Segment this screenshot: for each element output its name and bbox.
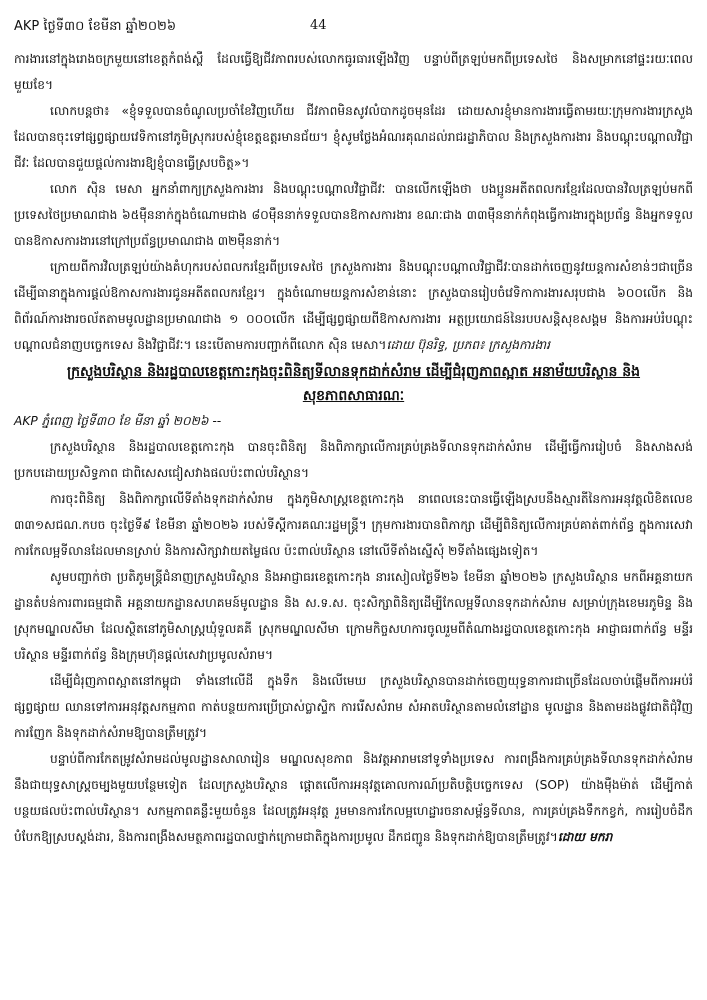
article-body bbox=[14, 46, 693, 850]
story2-paragraph bbox=[14, 746, 693, 850]
story2-endnote: ដោយ មករា bbox=[557, 830, 613, 844]
story1-last-paragraph-text: ក្រោយពីការវិលត្រឡប់យ៉ាងគំហុករបស់ពលករខ្មែរពីប្រទេសថៃ ក្រសួងការងារ និងបណ្ដុះបណ្ដាលវិជ្ជាជីវៈបានដាក់ចេញនូវយន្តការសំខាន់ៗជាច្រើន ដើម្បីធានាក្នុងការផ្ដល់ឱកាសការងារជូនអតីតពលករខ្មែរ។ ក្នុងចំណោមយន្តការសំខាន់នោះ ក្រសួងបានរៀបចំវេទិកាការងារសរុបជាង ៦០០លើក និងពិព័រណ៍ការងារចល័តតាមមូលដ្ឋានប្រមាណជាង ១ ០០០លើក ដើម្បីផ្សព្វផ្សាយពីឱកាសការងារ អត្ថប្រយោជន៍នៃរបបសន្តិសុខសង្គម និងការអប់រំបណ្ដុះបណ្ដាលជំនាញបច្ចេកទេស និងវិជ្ជាជីវៈ។ នេះបើតាមការបញ្ជាក់ពីលោក ស៊ិន មេសា។ bbox=[14, 260, 693, 352]
story2-headline-text: ក្រសួងបរិស្ថាន និងរដ្ឋបាលខេត្តកោះកុងចុះពិនិត្យទីលានទុកដាក់សំរាម ដើម្បីជំរុញភាពស្អាត អនាម័យបរិស្ថាន និង សុខភាពសាធារណៈ bbox=[66, 364, 641, 404]
story2-last-paragraph-text: បន្ទាប់ពីការកែតម្រូវសំរាមដល់មូលដ្ឋានសាលារៀន មណ្ឌលសុខភាព និងវត្តអារាមនៅទូទាំងប្រទេស ការពង្រឹងការគ្រប់គ្រងទីលានទុកដាក់សំរាម នឹងជាយុទ្ធសាស្ត្រចម្បងមួយបន្ថែមទៀត ដែលក្រសួងបរិស្ថាន ផ្ដោតលើការអនុវត្តគោលការណ៍ប្រតិបត្តិបច្ចេកទេស (SOP) យ៉ាងម៉ឺងម៉ាត់ ដើម្បីកាត់បន្ថយផលប៉ះពាល់បរិស្ថាន។ សកម្មភាពគន្លឹះមួយចំនួន ដែលត្រូវអនុវត្ត រួមមានការកែលម្អហេដ្ឋារចនាសម្ព័ន្ធទីលាន, ការគ្រប់គ្រងទឹកកខ្វក់, ការរៀបចំដឹកបំបែកឱ្យស្របស្ដង់ដារ, និងការពង្រឹងសមត្ថភាពរដ្ឋបាលថ្នាក់ក្រោមជាតិក្នុងការប្រមូល ដឹកជញ្ជូន និងទុកដាក់ឱ្យបានត្រឹមត្រូវ។ bbox=[14, 752, 693, 844]
story2-paragraph: ការចុះពិនិត្យ និងពិភាក្សាលើទីតាំងទុកដាក់សំរាម ក្នុងភូមិសាស្ត្រខេត្តកោះកុង នាពេលនេះបានធ្វើឡើងស្របនឹងស្មារតីនៃការអនុវត្តលិខិតលេខ ៣៣១សជណ.កបច ចុះថ្ងៃទី៩ ខែមីនា ឆ្នាំ២០២៦ របស់ទីស្ដីការគណៈរដ្ឋមន្ត្រី។ ក្រុមការងារបានពិភាក្សា ដើម្បីពិនិត្យលើការគ្រប់គាត់ពាក់ព័ន្ធ ក្នុងការសេវាការកែលម្អទីលានដែលមានស្រាប់ និងការសិក្សាវាយតម្លៃផល ប៉ះពាល់បរិស្ថាន នៅលើទីតាំងស្នើសុំ ២ទីតាំងផ្សេងទៀត។ bbox=[14, 492, 693, 558]
story2-headline bbox=[54, 360, 653, 408]
header-dateline: AKP ថ្ងៃទី៣០ ខែមីនា ឆ្នាំ២០២៦ bbox=[14, 19, 177, 34]
page-header bbox=[14, 18, 693, 40]
story2-paragraph: សូមបញ្ជាក់ថា ប្រតិភូមន្ត្រីជំនាញក្រសួងបរិស្ថាន និងអាជ្ញាធរខេត្តកោះកុង នារសៀលថ្ងៃទី២៦ ខែមីនា ឆ្នាំ២០២៦ ក្រសួងបរិស្ថាន មកពីអគ្គនាយកដ្ឋានតំបន់ការពារធម្មជាតិ អគ្គនាយកដ្ឋានសហគមន៍មូលដ្ឋាន និង ស.ទ.ស. ចុះសិក្សាពិនិត្យដើម្បីកែលម្អទីលានទុកដាក់សំរាម សម្រាប់ក្រុងខេមរភូមិន្ទ និងស្រុកមណ្ឌលសីមា ដែលស្ថិតនៅភូមិសាស្ត្រឃុំទួលគគី ស្រុកមណ្ឌលសីមា ក្រោមកិច្ចសហការចូលរួមពីតំណាងរដ្ឋបាលខេត្តកោះកុង អាជ្ញាធរពាក់ព័ន្ធ មន្ទីរបរិស្ថាន មន្ទីរពាក់ព័ន្ធ និងក្រុមហ៊ុនផ្ដល់សេវាប្រមូលសំរាម។ bbox=[14, 570, 694, 662]
page-number: 44 bbox=[310, 18, 327, 33]
story1-paragraph: ការងារនៅក្នុងរោងចក្រមួយនៅខេត្តកំពង់ស្ពឺ ដែលធ្វើឱ្យជីវភាពរបស់លោកធូរធារឡើងវិញ បន្ទាប់ពីត្រឡប់មកពីប្រទេសថៃ និងសម្រាកនៅផ្ទះរយៈពេលមួយខែ។ bbox=[14, 52, 693, 92]
story2-paragraph: ដើម្បីជំរុញភាពស្អាតនៅកម្ពុជា ទាំងនៅលើដី ក្នុងទឹក និងលើមេឃ ក្រសួងបរិស្ថានបានដាក់ចេញយុទ្ធនាការជាច្រើនដែលចាប់ផ្ដើមពីការអប់រំផ្សព្វផ្សាយ ឈានទៅការអនុវត្តសកម្មភាព កាត់បន្ថយការប្រើប្រាស់ប្លាស្ទិក ការរើសសំរាម សំអាតបរិស្ថានតាមលំនៅដ្ឋាន មូលដ្ឋាន និងតាមដងផ្លូវជាតិជុំវិញការញែក និងទុកដាក់សំរាមឱ្យបានត្រឹមត្រូវ។ bbox=[14, 674, 693, 740]
story1-paragraph bbox=[14, 254, 693, 358]
story2-paragraph: ក្រសួងបរិស្ថាន និងរដ្ឋបាលខេត្តកោះកុង បានចុះពិនិត្យ និងពិភាក្សាលើការគ្រប់គ្រងទីលានទុកដាក់សំរាម ដើម្បីធ្វើការរៀបចំ និងសាងសង់ប្រកបដោយប្រសិទ្ធភាព ជាពិសេសជៀសវាងផលប៉ះពាល់បរិស្ថាន។ bbox=[14, 440, 693, 480]
story1-byline: ដោយ ប៊ុនរិទ្ធ, ប្រភព៖ ក្រសួងការងារ bbox=[386, 338, 550, 352]
story1-paragraph: លោក ស៊ិន មេសា អ្នកនាំពាក្យក្រសួងការងារ និងបណ្ដុះបណ្ដាលវិជ្ជាជីវៈ បានលើកឡើងថា បងប្អូនអតីតពលករខ្មែរដែលបានវិលត្រឡប់មកពីប្រទេសថៃប្រមាណជាង ៦៥ម៉ឺននាក់ក្នុងចំណោមជាង ៨០ម៉ឺននាក់ទទួលបានឱកាសការងារ ខណៈជាង ៣៣ម៉ឺននាក់កំពុងធ្វើការងារក្នុងប្រព័ន្ធ និងអ្នកទទួលបានឱកាសការងារនៅក្រៅប្រព័ន្ធប្រមាណជាង ៣២ម៉ឺននាក់។ bbox=[14, 182, 693, 248]
story1-paragraph: លោកបន្តថា៖ «ខ្ញុំទទួលបានចំណូលប្រចាំខែវិញហើយ ជីវភាពមិនសូវលំបាកដូចមុនដែរ ដោយសារខ្ញុំមានការងារធ្វើតាមរយៈក្រុមការងារក្រសួង ដែលបានចុះទៅផ្សព្វផ្សាយវេទិកានៅភូមិស្រុករបស់ខ្ញុំខេត្តឧត្តរមានជ័យ។ ខ្ញុំសូមថ្លែងអំណរគុណដល់រាជរដ្ឋាភិបាល និងក្រសួងការងារ និងបណ្ដុះបណ្ដាលវិជ្ជាជីវៈ ដែលបានជួយផ្ដល់ការងារឱ្យខ្ញុំបានធ្វើស្របចិត្ត»។ bbox=[14, 104, 693, 170]
story2-dateline: AKP ភ្នំពេញ ថ្ងៃទី៣០ ខែ មីនា ឆ្នាំ ២០២៦ -- bbox=[14, 414, 222, 428]
